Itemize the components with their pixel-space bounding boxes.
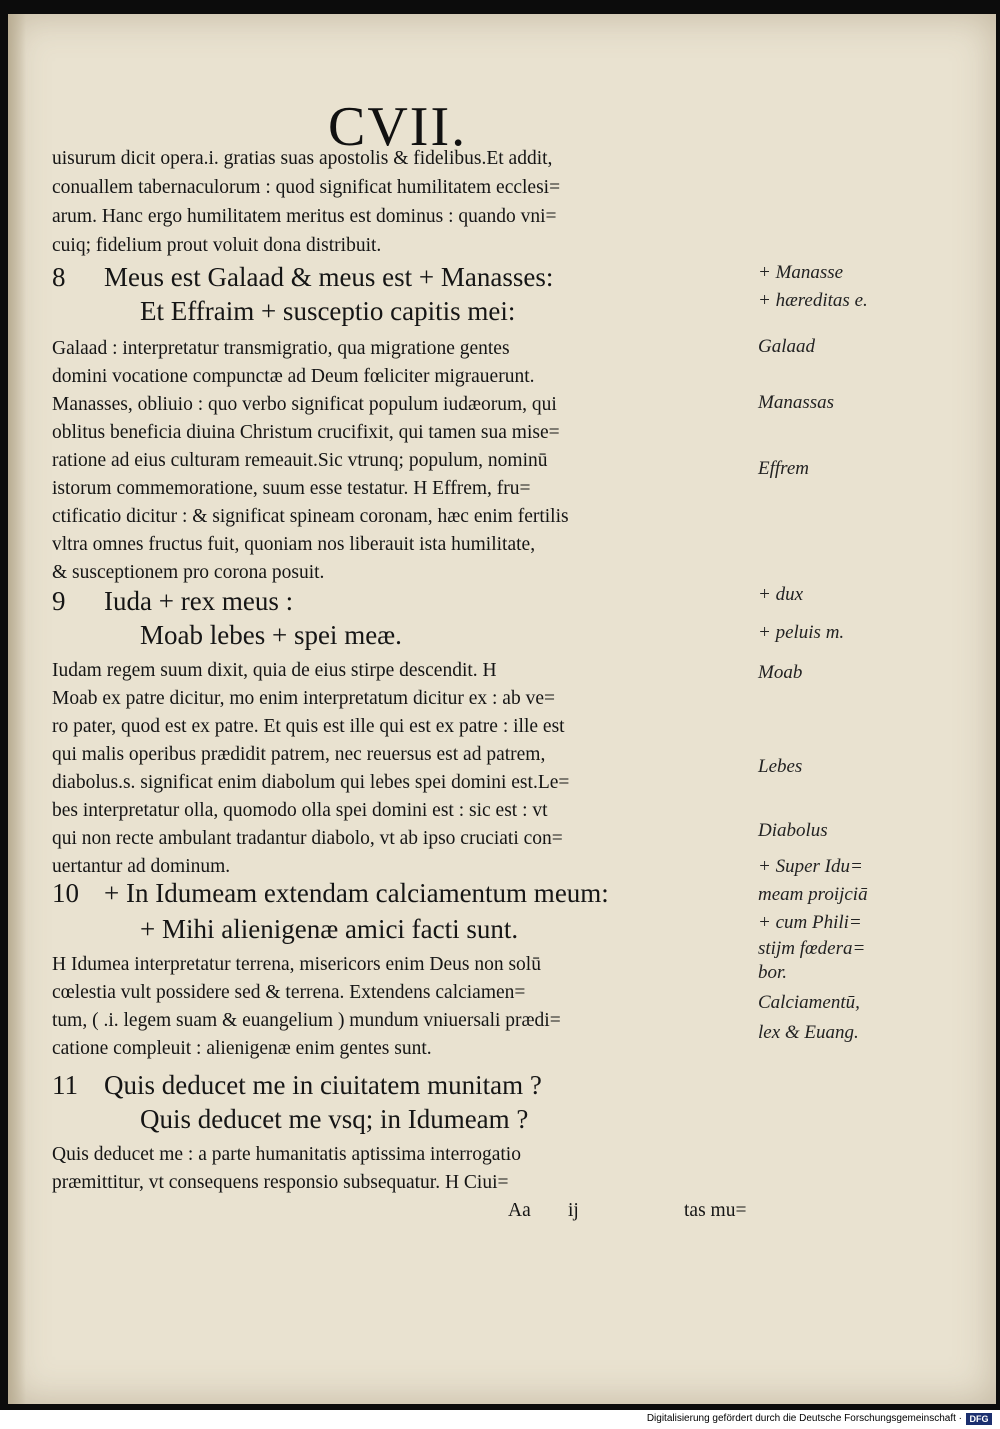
leaf-number: ij — [568, 1200, 579, 1221]
verse-9-cont: Moab lebes + spei meæ. — [140, 620, 402, 650]
commentary-line: ctificatio dicitur : & significat spineam coronam, hæc enim fertilis — [52, 506, 569, 527]
commentary-line: Manasses, obliuio : quo verbo significat populum iudæorum, qui — [52, 394, 557, 415]
verse-number: 10 — [52, 878, 79, 908]
commentary-line: Quis deducet me : a parte humanitatis aptissima interrogatio — [52, 1144, 521, 1165]
funding-notice: Digitalisierung gefördert durch die Deutsche Forschungsgemeinschaft · — [646, 1413, 962, 1424]
commentary-line: qui malis operibus prædidit patrem, nec reuersus est ad patrem, — [52, 744, 546, 765]
margin-note: Galaad — [758, 336, 815, 357]
text-line: arum. Hanc ergo humilitatem meritus est dominus : quando vni= — [52, 206, 557, 227]
commentary-line: istorum commemoratione, suum esse testatur. H Effrem, fru= — [52, 478, 531, 499]
margin-note: + Manasse — [758, 262, 844, 283]
verse-number: 9 — [52, 586, 66, 616]
commentary-line: præmittitur, vt consequens responsio subsequatur. H Ciui= — [52, 1172, 509, 1193]
dfg-logo: DFG — [966, 1413, 992, 1425]
margin-note: Diabolus — [758, 820, 828, 841]
margin-note: Manassas — [758, 392, 835, 413]
verse-text: Quis deducet me in ciuitatem munitam ? — [104, 1070, 542, 1100]
text-line: uisurum dicit opera.i. gratias suas apostolis & fidelibus.Et addit, — [52, 148, 553, 169]
margin-note: Moab — [758, 662, 803, 683]
commentary-line: Iudam regem suum dixit, quia de eius stirpe descendit. H — [52, 660, 497, 681]
margin-note: + dux — [758, 584, 804, 605]
verse-8-cont: Et Effraim + susceptio capitis mei: — [140, 296, 516, 326]
verse-10-cont: + Mihi alienigenæ amici facti sunt. — [140, 914, 519, 944]
commentary-line: & susceptionem pro corona posuit. — [52, 562, 325, 583]
commentary-line: ro pater, quod est ex patre. Et quis est ille qui est ex patre : ille est — [52, 716, 565, 737]
catchword: tas mu= — [684, 1200, 747, 1221]
commentary-line: cœlestia vult possidere sed & terrena. Extendens calciamen= — [52, 982, 526, 1003]
commentary-line: tum, ( .i. legem suam & euangelium ) mundum vniuersali prædi= — [52, 1010, 561, 1031]
commentary-line: diabolus.s. significat enim diabolum qui lebes spei domini est.Le= — [52, 772, 570, 793]
margin-note: + hæreditas e. — [758, 290, 868, 311]
text-line: conuallem tabernaculorum : quod significat humilitatem ecclesi= — [52, 177, 561, 198]
commentary-line: uertantur ad dominum. — [52, 856, 231, 877]
commentary-line: Moab ex patre dicitur, mo enim interpretatum dicitur ex : ab ve= — [52, 688, 555, 709]
page-gutter — [8, 14, 26, 1404]
margin-note: stijm fœdera= — [758, 938, 866, 959]
commentary-line: H Idumea interpretatur terrena, misericors enim Deus non solū — [52, 954, 541, 975]
commentary-line: ratione ad eius culturam remeauit.Sic vtrunq; populum, nominū — [52, 450, 548, 471]
commentary-line: domini vocatione compunctæ ad Deum fœliciter migrauerunt. — [52, 366, 535, 387]
verse-8 — [52, 262, 553, 293]
digitization-footer — [0, 1410, 1000, 1429]
margin-note: + cum Phili= — [758, 912, 862, 933]
folio-number: CVII. — [328, 96, 468, 158]
margin-note: Calciamentū, — [758, 992, 860, 1013]
verse-11-cont: Quis deducet me vsq; in Idumeam ? — [140, 1104, 529, 1134]
text-line: cuiq; fidelium prout voluit dona distribuit. — [52, 235, 382, 256]
verse-number: 8 — [52, 262, 66, 292]
commentary-line: catione compleuit : alienigenæ enim gentes sunt. — [52, 1038, 432, 1059]
verse-text: Meus est Galaad & meus est + Manasses: — [104, 262, 554, 292]
margin-note: + peluis m. — [758, 622, 845, 643]
commentary-line: oblitus beneficia diuina Christum crucifixit, qui tamen sua mise= — [52, 422, 560, 443]
verse-number: 11 — [52, 1070, 78, 1100]
commentary-line: bes interpretatur olla, quomodo olla spei domini est : sic est : vt — [52, 800, 548, 821]
verse-9 — [52, 586, 293, 617]
margin-note: Effrem — [758, 458, 810, 479]
margin-note: meam proijciā — [758, 884, 868, 905]
commentary-line: vltra omnes fructus fuit, quoniam nos liberauit ista humilitate, — [52, 534, 536, 555]
margin-note: + Super Idu= — [758, 856, 863, 877]
verse-10 — [52, 878, 609, 909]
commentary-line: Galaad : interpretatur transmigratio, qua migratione gentes — [52, 338, 510, 359]
margin-note: Lebes — [758, 756, 803, 777]
margin-note: bor. — [758, 962, 788, 983]
verse-text: Iuda + rex meus : — [104, 586, 294, 616]
margin-note: lex & Euang. — [758, 1022, 859, 1043]
verse-11 — [52, 1070, 542, 1101]
verse-text: + In Idumeam extendam calciamentum meum: — [104, 878, 609, 908]
signature-mark: Aa — [508, 1200, 531, 1221]
commentary-line: qui non recte ambulant tradantur diabolo, vt ab ipso cruciati con= — [52, 828, 563, 849]
